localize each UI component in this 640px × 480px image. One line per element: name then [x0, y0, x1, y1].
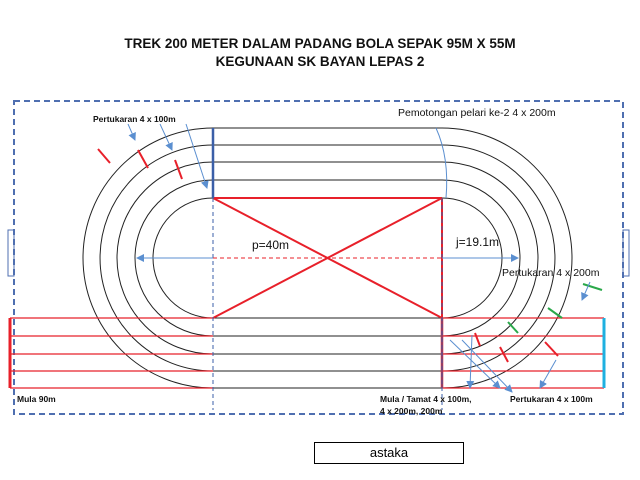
pointer-arrows-top	[128, 124, 207, 188]
diagram-title: TREK 200 METER DALAM PADANG BOLA SEPAK 95M X 55M	[124, 36, 516, 51]
grandstand-box: astaka	[314, 442, 464, 464]
exchange-marks-4x200	[508, 284, 602, 333]
label-start-90m: Mula 90m	[17, 394, 56, 404]
cut-in-guide-curve	[436, 128, 447, 198]
label-exchange-4x100-bottom: Pertukaran 4 x 100m	[510, 394, 593, 404]
label-start-finish-line1: Mula / Tamat 4 x 100m,	[380, 394, 472, 404]
label-exchange-4x200: Pertukaran 4 x 200m	[502, 267, 600, 279]
label-cut-in-4x200: Pemotongan pelari ke-2 4 x 200m	[398, 107, 556, 119]
label-radius: j=19.1m	[456, 235, 500, 249]
finish-straight-extension	[442, 318, 604, 388]
start-straight-extension	[10, 318, 213, 388]
label-straight-length: p=40m	[252, 238, 290, 252]
label-start-finish-line2: 4 x 200m, 200m	[380, 406, 443, 416]
diagram-subtitle: KEGUNAAN SK BAYAN LEPAS 2	[215, 54, 425, 69]
label-exchange-4x100-top: Pertukaran 4 x 100m	[93, 114, 176, 124]
